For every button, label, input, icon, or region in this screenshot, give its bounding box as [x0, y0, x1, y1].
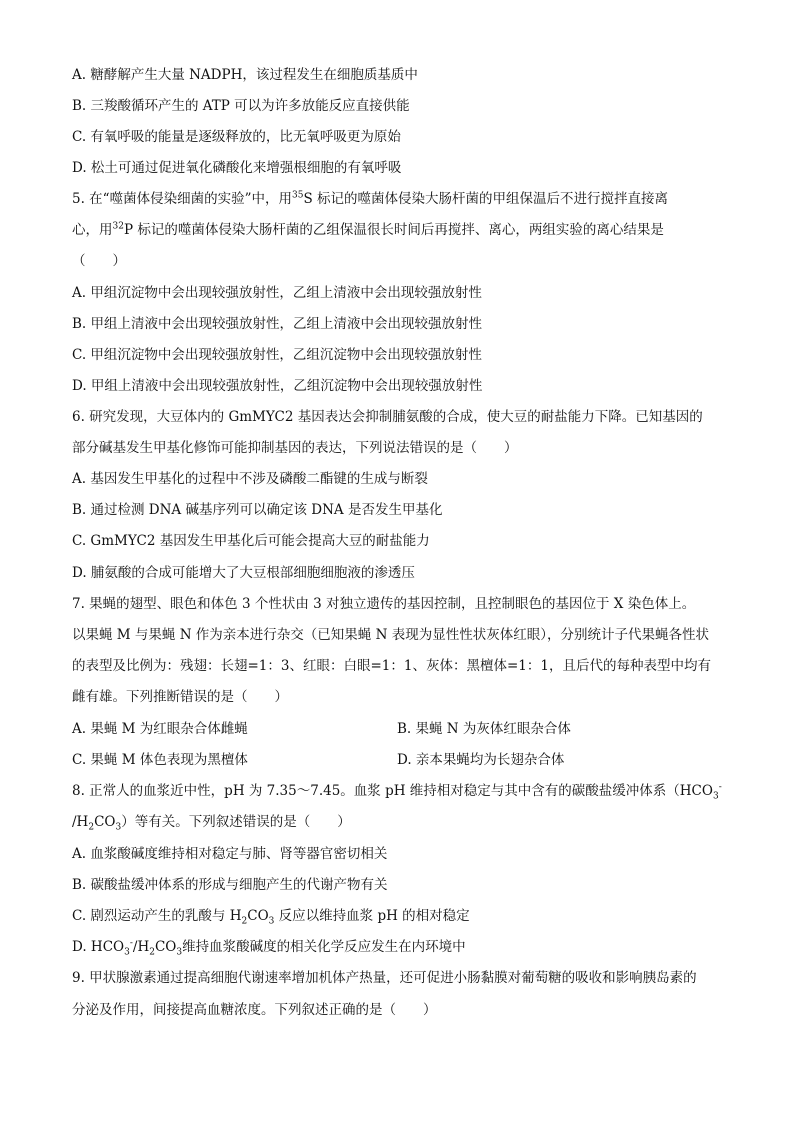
q7-option-c: C. 果蝇 M 体色表现为黑檀体 — [72, 752, 248, 768]
q8-option-a: A. 血浆酸碱度维持相对稳定与肺、肾等器官密切相关 — [72, 846, 388, 862]
q5-option-b: B. 甲组上清液中会出现较强放射性，乙组上清液中会出现较强放射性 — [72, 316, 483, 332]
q7-stem-line4: 雌有雄。下列推断错误的是（ ） — [72, 689, 288, 705]
q4-option-a: A. 糖酵解产生大量 NADPH，该过程发生在细胞质基质中 — [72, 67, 418, 83]
q8-stem-line1: 8. 正常人的血浆近中性，pH 为 7.35～7.45。血浆 pH 维持相对稳定与其中含有的碳酸盐缓冲体系（$HCO_3^-$ — [72, 782, 722, 802]
q4-option-b: B. 三羧酸循环产生的 ATP 可以为许多放能反应直接供能 — [72, 98, 410, 114]
q8-stem-line2: $/H_2CO_3$）等有关。下列叙述错误的是（ ） — [72, 814, 351, 833]
q7-stem-line1: 7. 果蝇的翅型、眼色和体色 3 个性状由 3 对独立遗传的基因控制，且控制眼色的基因位于 X 染色体上。 — [72, 596, 696, 612]
q7-stem-line3: 的表型及比例为：残翅：长翅=1：3、红眼：白眼=1：1、灰体：黑檀体=1：1，且后代的每种表型中均有 — [72, 658, 711, 674]
q4-option-c: C. 有氧呼吸的能量是逐级释放的，比无氧呼吸更为原始 — [72, 129, 401, 145]
q5-stem-line2: 心，用$^{32}$P 标记的噬菌体侵染大肠杆菌的乙组保温很长时间后再搅拌、离心，两组实验的离心结果是 — [72, 221, 664, 238]
q6-stem-line2: 部分碱基发生甲基化修饰可能抑制基因的表达，下列说法错误的是（ ） — [72, 440, 518, 456]
q5-option-d: D. 甲组上清液中会出现较强放射性，乙组沉淀物中会出现较强放射性 — [72, 378, 483, 394]
q6-option-d: D. 脯氨酸的合成可能增大了大豆根部细胞细胞液的渗透压 — [72, 565, 415, 581]
q6-stem-line1: 6. 研究发现，大豆体内的 GmMYC2 基因表达会抑制脯氨酸的合成，使大豆的耐盐能力下降。已知基因的 — [72, 409, 703, 425]
q6-option-c: C. GmMYC2 基因发生甲基化后可能会提高大豆的耐盐能力 — [72, 533, 430, 549]
q5-stem-line1: 5. 在“噬菌体侵染细菌的实验”中，用$^{35}$S 标记的噬菌体侵染大肠杆菌的甲组保温后不进行搅拌直接离 — [72, 190, 668, 207]
q8-option-c: C. 剧烈运动产生的乳酸与 $H_2CO_3$ 反应以维持血浆 pH 的相对稳定 — [72, 908, 470, 927]
q4-option-d: D. 松土可通过促进氧化磷酸化来增强根细胞的有氧呼吸 — [72, 160, 402, 176]
q7-option-d: D. 亲本果蝇均为长翅杂合体 — [397, 752, 565, 768]
q8-option-d: D. $HCO_3^-/H_2CO_3$维持血浆酸碱度的相关化学反应发生在内环境中 — [72, 938, 466, 958]
q7-option-a: A. 果蝇 M 为红眼杂合体雌蝇 — [72, 721, 248, 737]
q7-option-b: B. 果蝇 N 为灰体红眼杂合体 — [397, 721, 571, 737]
q9-stem-line1: 9. 甲状腺激素通过提高细胞代谢速率增加机体产热量，还可促进小肠黏膜对葡萄糖的吸收和影响胰岛素的 — [72, 970, 697, 986]
q7-options-row2 — [72, 751, 732, 769]
q8-option-b: B. 碳酸盐缓冲体系的形成与细胞产生的代谢产物有关 — [72, 877, 388, 893]
q7-stem-line2: 以果蝇 M 与果蝇 N 作为亲本进行杂交（已知果蝇 N 表现为显性性状灰体红眼），分别统计子代果蝇各性状 — [72, 627, 709, 643]
q6-option-b: B. 通过检测 DNA 碱基序列可以确定该 DNA 是否发生甲基化 — [72, 502, 443, 518]
q5-option-c: C. 甲组沉淀物中会出现较强放射性，乙组沉淀物中会出现较强放射性 — [72, 347, 482, 363]
q6-option-a: A. 基因发生甲基化的过程中不涉及磷酸二酯键的生成与断裂 — [72, 471, 428, 487]
q9-stem-line2: 分泌及作用，间接提高血糖浓度。下列叙述正确的是（ ） — [72, 1002, 437, 1018]
q7-options-row1 — [72, 720, 732, 738]
q5-answer-blank: （ ） — [72, 253, 126, 269]
q5-option-a: A. 甲组沉淀物中会出现较强放射性，乙组上清液中会出现较强放射性 — [72, 285, 482, 301]
